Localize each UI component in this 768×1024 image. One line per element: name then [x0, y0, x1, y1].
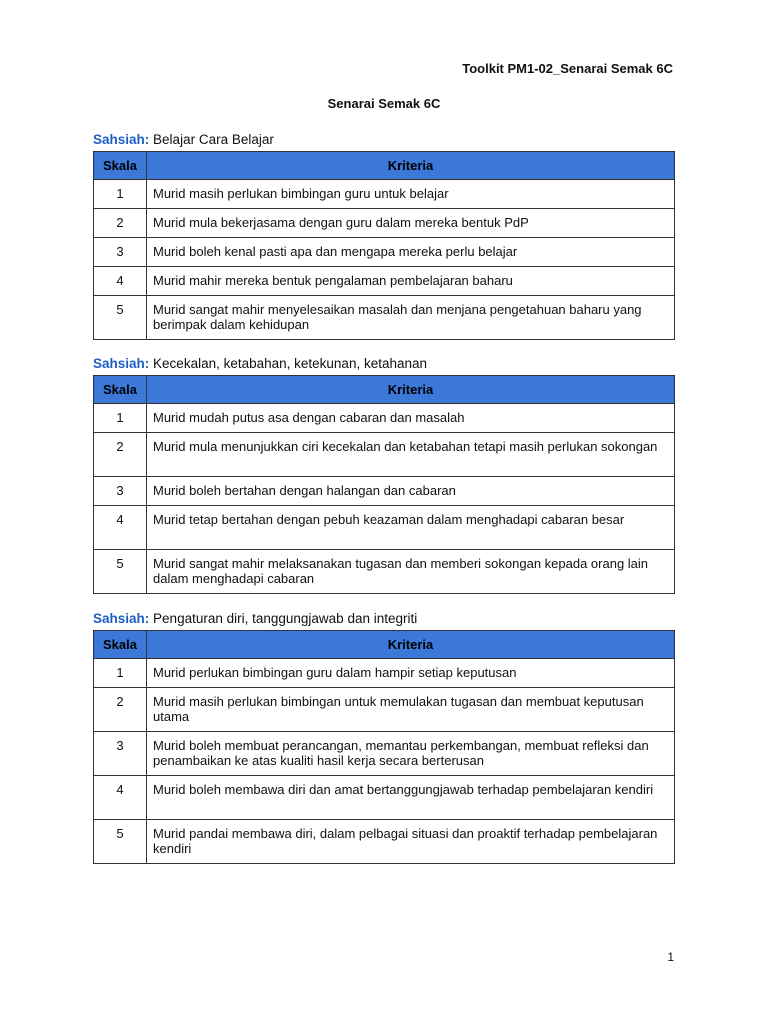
section-heading: [93, 131, 674, 151]
column-header-criteria: Kriteria: [147, 376, 675, 404]
page-title: Senarai Semak 6C: [327, 96, 441, 111]
section-kecekalan: [93, 355, 674, 594]
table-header-row: [94, 376, 675, 404]
table-row: [94, 477, 675, 506]
column-header-criteria: Kriteria: [147, 152, 675, 180]
scale-cell: 4: [94, 776, 147, 820]
criteria-cell: Murid boleh bertahan dengan halangan dan cabaran: [147, 477, 675, 506]
scale-cell: 3: [94, 238, 147, 267]
criteria-cell: Murid boleh membuat perancangan, memantau perkembangan, membuat refleksi dan penambaikan ke atas kualiti hasil kerja secara berterusan: [147, 732, 675, 776]
table-row: [94, 267, 675, 296]
section-heading: [93, 355, 674, 375]
criteria-cell: Murid boleh membawa diri dan amat bertanggungjawab terhadap pembelajaran kendiri: [147, 776, 675, 820]
criteria-cell: Murid mula bekerjasama dengan guru dalam mereka bentuk PdP: [147, 209, 675, 238]
table-header-row: [94, 631, 675, 659]
criteria-table: [93, 151, 675, 340]
scale-cell: 1: [94, 404, 147, 433]
scale-cell: 5: [94, 296, 147, 340]
criteria-cell: Murid sangat mahir melaksanakan tugasan dan memberi sokongan kepada orang lain dalam menghadapi cabaran: [147, 550, 675, 594]
table-row: [94, 238, 675, 267]
section-belajar-cara-belajar: [93, 131, 674, 340]
section-pengaturan-diri: [93, 610, 674, 864]
criteria-cell: Murid mahir mereka bentuk pengalaman pembelajaran baharu: [147, 267, 675, 296]
criteria-cell: Murid pandai membawa diri, dalam pelbagai situasi dan proaktif terhadap pembelajaran kendiri: [147, 820, 675, 864]
section-name: Pengaturan diri, tanggungjawab dan integriti: [153, 611, 418, 626]
table-row: [94, 659, 675, 688]
section-name: Kecekalan, ketabahan, ketekunan, ketahanan: [153, 356, 428, 371]
scale-cell: 3: [94, 732, 147, 776]
column-header-criteria: Kriteria: [147, 631, 675, 659]
table-row: [94, 404, 675, 433]
table-row: [94, 433, 675, 477]
scale-cell: 1: [94, 180, 147, 209]
scale-cell: 4: [94, 267, 147, 296]
table-row: [94, 550, 675, 594]
column-header-scale: Skala: [94, 152, 147, 180]
table-row: [94, 209, 675, 238]
scale-cell: 5: [94, 550, 147, 594]
table-row: [94, 180, 675, 209]
scale-cell: 5: [94, 820, 147, 864]
scale-cell: 2: [94, 433, 147, 477]
table-row: [94, 506, 675, 550]
criteria-table: [93, 630, 675, 864]
document-header-title: Toolkit PM1-02_Senarai Semak 6C: [462, 61, 673, 76]
criteria-table: [93, 375, 675, 594]
page-number: 1: [667, 950, 674, 964]
section-heading: [93, 610, 674, 630]
scale-cell: 1: [94, 659, 147, 688]
section-label: Sahsiah:: [93, 132, 150, 147]
column-header-scale: Skala: [94, 376, 147, 404]
scale-cell: 2: [94, 688, 147, 732]
section-label: Sahsiah:: [93, 356, 150, 371]
section-label: Sahsiah:: [93, 611, 150, 626]
criteria-cell: Murid boleh kenal pasti apa dan mengapa mereka perlu belajar: [147, 238, 675, 267]
table-row: [94, 688, 675, 732]
table-row: [94, 732, 675, 776]
table-header-row: [94, 152, 675, 180]
section-name: Belajar Cara Belajar: [153, 132, 274, 147]
table-row: [94, 296, 675, 340]
criteria-cell: Murid masih perlukan bimbingan untuk memulakan tugasan dan membuat keputusan utama: [147, 688, 675, 732]
scale-cell: 2: [94, 209, 147, 238]
criteria-cell: Murid masih perlukan bimbingan guru untuk belajar: [147, 180, 675, 209]
criteria-cell: Murid tetap bertahan dengan pebuh keazaman dalam menghadapi cabaran besar: [147, 506, 675, 550]
criteria-cell: Murid mula menunjukkan ciri kecekalan dan ketabahan tetapi masih perlukan sokongan: [147, 433, 675, 477]
table-row: [94, 776, 675, 820]
column-header-scale: Skala: [94, 631, 147, 659]
criteria-cell: Murid mudah putus asa dengan cabaran dan masalah: [147, 404, 675, 433]
table-row: [94, 820, 675, 864]
scale-cell: 4: [94, 506, 147, 550]
criteria-cell: Murid sangat mahir menyelesaikan masalah dan menjana pengetahuan baharu yang berimpak dalam kehidupan: [147, 296, 675, 340]
criteria-cell: Murid perlukan bimbingan guru dalam hampir setiap keputusan: [147, 659, 675, 688]
scale-cell: 3: [94, 477, 147, 506]
